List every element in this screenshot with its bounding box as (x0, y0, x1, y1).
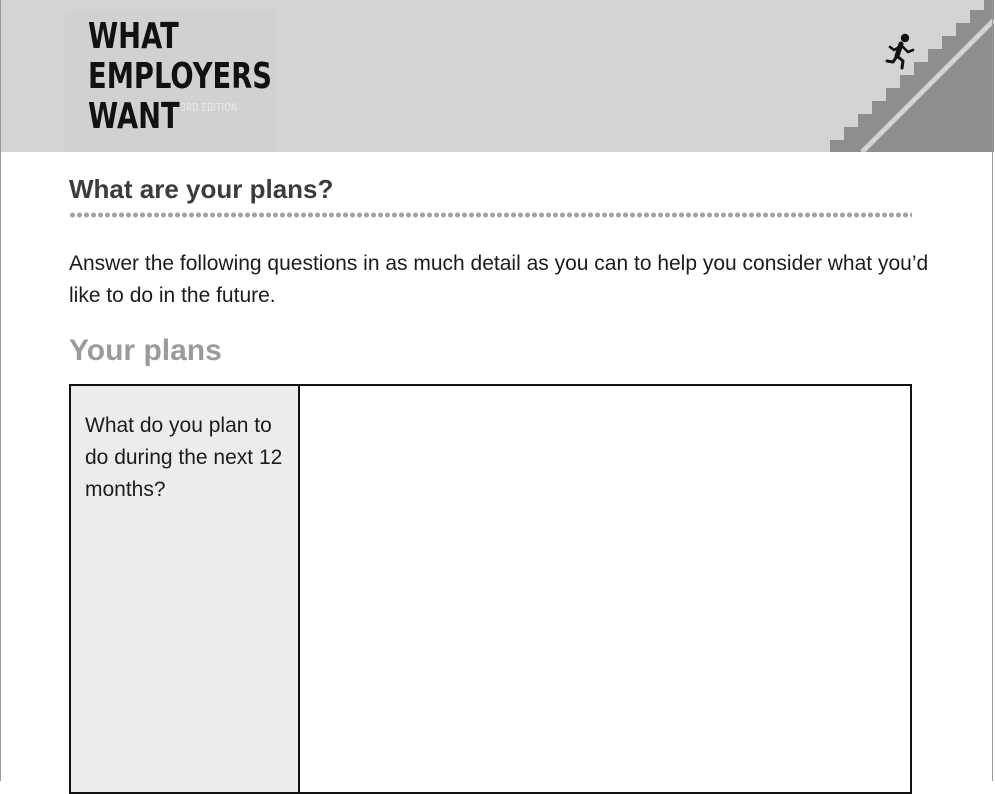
answer-12-months-field[interactable] (300, 386, 910, 792)
stairs-runner-icon (824, 0, 994, 152)
logo-edition: 3RD EDITION (181, 101, 238, 114)
plans-table (69, 384, 912, 794)
question-12-months: What do you plan to do during the next 12 months? (71, 386, 300, 792)
logo-line-3: WANT (88, 96, 180, 137)
your-plans-heading: Your plans (69, 334, 222, 367)
header-banner (1, 0, 994, 152)
logo-line-1: WHAT (88, 16, 179, 57)
dotted-divider (69, 212, 912, 218)
section-title: What are your plans? (69, 174, 334, 204)
logo-line-2: EMPLOYERS (88, 56, 272, 97)
what-employers-want-logo (65, 10, 277, 152)
intro-paragraph: Answer the following questions in as much detail as you can to help you consider what you’d like to do in the future. (69, 252, 929, 307)
